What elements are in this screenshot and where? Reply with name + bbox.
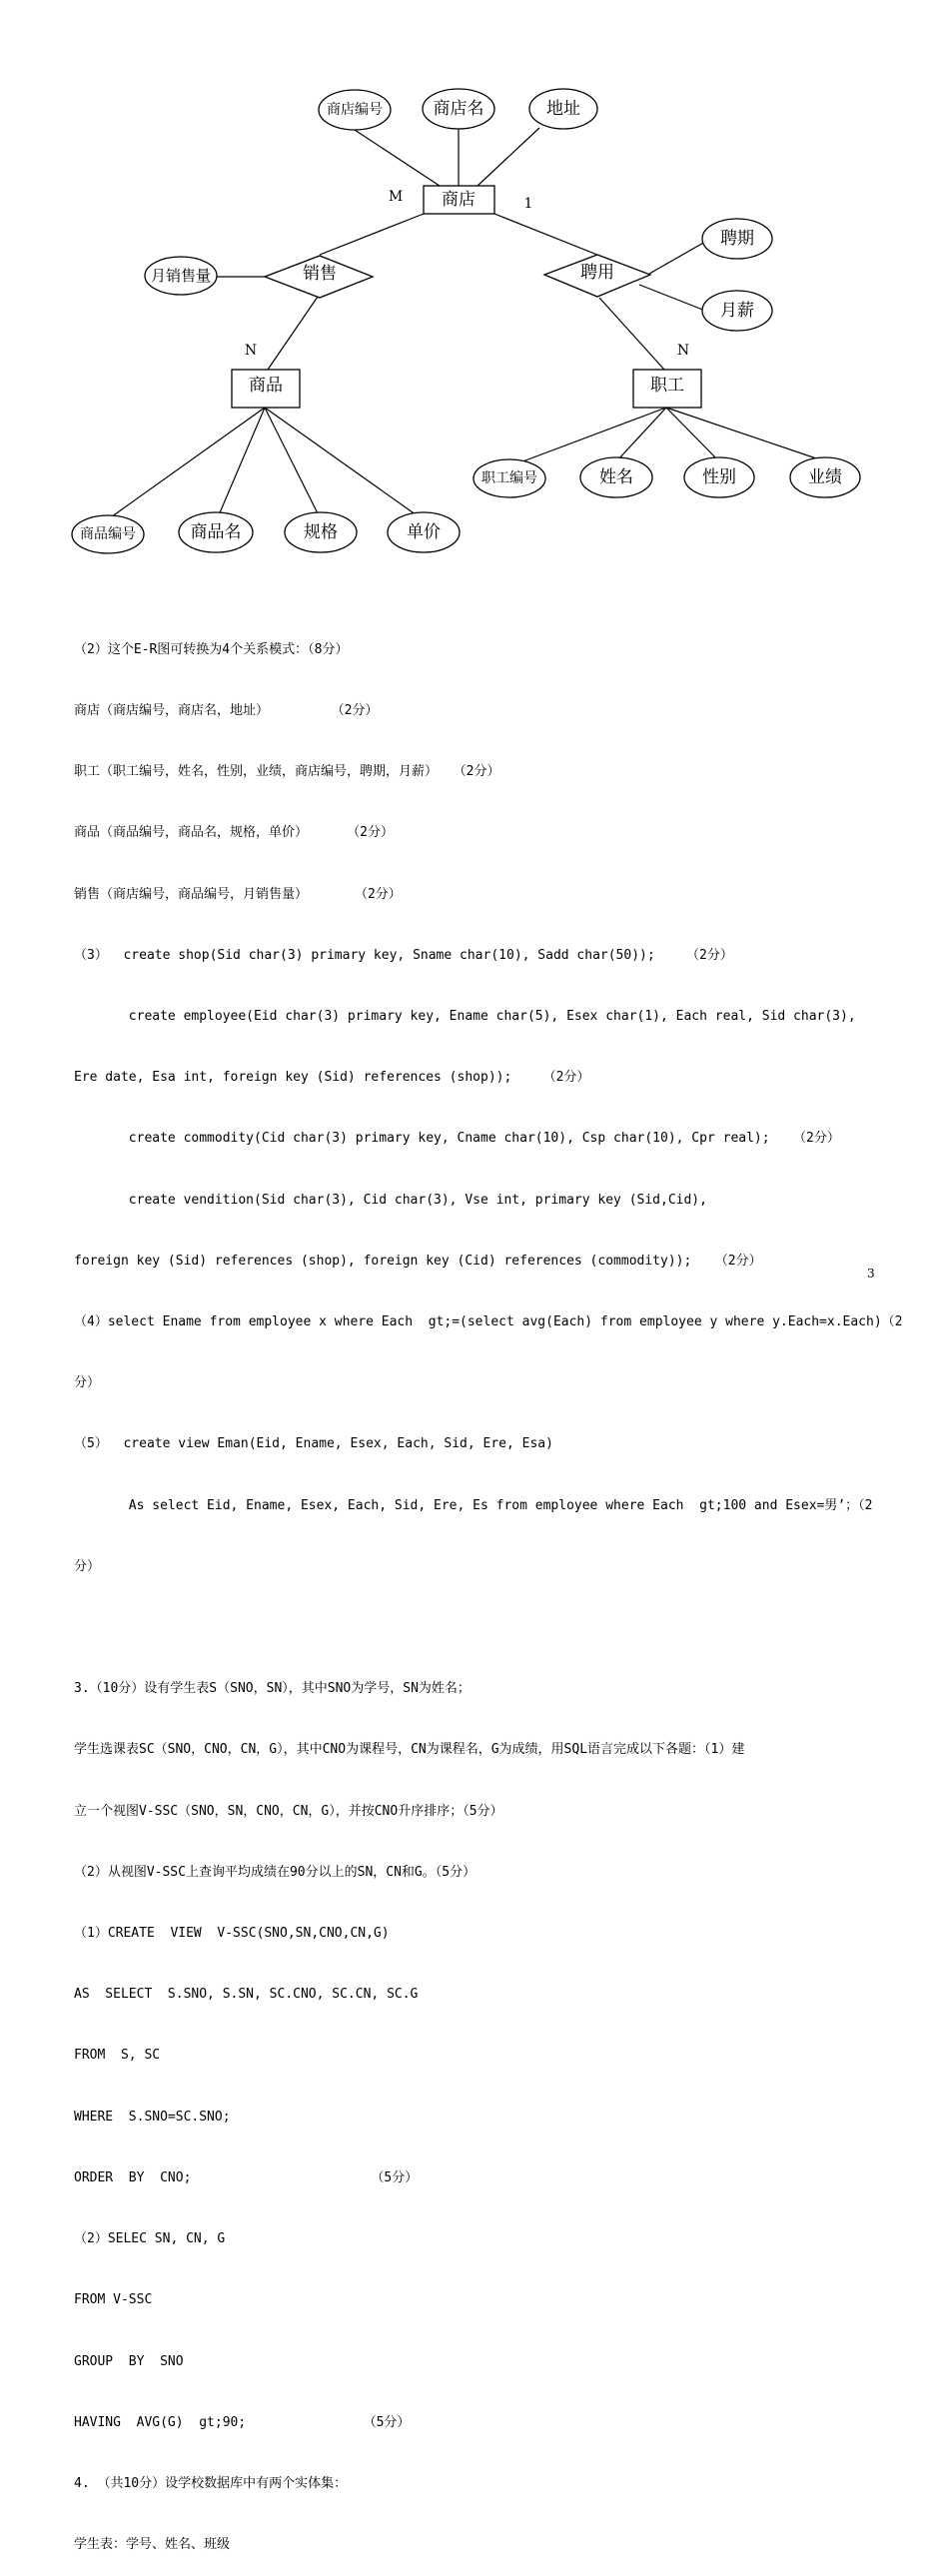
text-line: （1）CREATE VIEW V-SSC(SNO,SN,CNO,CN,G) (74, 1926, 390, 1942)
attr-monthly-salary-label: 月薪 (720, 301, 754, 321)
cardinality-commodity-sale: N (244, 343, 258, 359)
attr-emp-name-label: 姓名 (599, 467, 633, 487)
attr-shop-name-label: 商店名 (433, 99, 484, 119)
document-body (74, 599, 903, 2576)
text-line: FROM V-SSC (74, 2292, 153, 2308)
text-line: 分） (74, 1375, 101, 1391)
text-line: （4）select Ename from employee x where Each gt;=(select avg(Each) from employee y where y.Each=x.Each)（2 (74, 1314, 903, 1330)
text-line: GROUP BY SNO (74, 2353, 184, 2369)
attr-shop-id-label: 商店编号 (327, 102, 383, 118)
attr-emp-id-label: 职工编号 (481, 470, 537, 486)
attr-shop-addr-label: 地址 (546, 99, 580, 119)
text-line: WHERE S.SNO=SC.SNO; (74, 2109, 231, 2125)
attr-commodity-spec-label: 规格 (304, 522, 338, 542)
relationship-hire-label: 聘用 (580, 263, 614, 283)
attr-emp-sex-label: 性别 (702, 467, 736, 487)
text-line: （2）SELEC SN, CN, G (74, 2231, 226, 2247)
attr-emp-perf-label: 业绩 (808, 467, 842, 487)
text-line: 职工（职工编号，姓名，性别，业绩，商店编号，聘期，月薪） （2分） (74, 764, 500, 780)
text-line: （2）从视图V-SSC上查询平均成绩在90分以上的SN，CN和G。（5分） (74, 1864, 476, 1880)
attr-monthly-sales-label: 月销售量 (150, 267, 212, 285)
cardinality-shop-hire: 1 (523, 196, 533, 212)
attr-hire-term-label: 聘期 (720, 229, 754, 249)
text-line: As select Eid, Ename, Esex, Each, Sid, Ere, Es from employee where Each gt;100 and Esex=男’；（2 (74, 1497, 873, 1513)
text-line: 学生表：学号、姓名、班级 (74, 2537, 231, 2553)
text-line: create commodity(Cid char(3) primary key, Cname char(10), Csp char(10), Cpr real); （2分） (74, 1131, 840, 1147)
text-line: 立一个视图V-SSC（SNO，SN，CNO，CN，G），并按CNO升序排序；（5分） (74, 1803, 503, 1819)
cardinality-shop-sale: M (388, 189, 404, 205)
text-line: 4. （共10分）设学校数据库中有两个实体集： (74, 2475, 348, 2491)
text-line: 商品（商品编号，商品名，规格，单价） （2分） (74, 825, 394, 841)
text-line (74, 1618, 883, 1638)
attr-commodity-price-label: 单价 (407, 522, 441, 542)
text-line: FROM S, SC (74, 2048, 161, 2064)
text-line: ORDER BY CNO; （5分） (74, 2169, 419, 2185)
text-line: （2）这个E-R图可转换为4个关系模式：（8分） (74, 641, 349, 657)
er-diagram (0, 0, 949, 599)
attr-commodity-name-label: 商品名 (190, 522, 242, 542)
attr-commodity-id-label: 商品编号 (80, 526, 136, 542)
text-line: create employee(Eid char(3) primary key, Ename char(5), Esex char(1), Each real, Sid char(3), (74, 1009, 856, 1025)
text-line: 学生选课表SC（SNO，CNO，CN，G），其中CNO为课程号，CN为课程名，G为成绩，用SQL语言完成以下各题：（1）建 (74, 1742, 745, 1758)
text-line: HAVING AVG(G) gt;90; （5分） (74, 2414, 411, 2430)
text-line: （5） create view Eman(Eid, Ename, Esex, Each, Sid, Ere, Esa) (74, 1436, 553, 1452)
cardinality-employee-hire: N (676, 343, 690, 359)
text-line: （3） create shop(Sid char(3) primary key, Sname char(10), Sadd char(50)); （2分） (74, 947, 733, 963)
relationship-sale-label: 销售 (303, 264, 337, 284)
text-line: Ere date, Esa int, foreign key (Sid) references (shop)); （2分） (74, 1070, 590, 1086)
text-line: 商店（商店编号，商店名，地址） （2分） (74, 703, 379, 719)
text-line: 3.（10分）设有学生表S（SNO，SN），其中SNO为学号，SN为姓名； (74, 1681, 471, 1697)
page-number: 3 (867, 1267, 875, 1281)
entity-employee-label: 职工 (650, 376, 684, 396)
entity-shop-label: 商店 (442, 190, 475, 210)
text-line: create vendition(Sid char(3), Cid char(3), Vse int, primary key (Sid,Cid), (74, 1192, 707, 1208)
text-line: foreign key (Sid) references (shop), foreign key (Cid) references (commodity)); （2分） (74, 1253, 762, 1269)
text-line: 销售（商店编号，商品编号，月销售量） （2分） (74, 886, 402, 902)
entity-commodity-label: 商品 (249, 376, 283, 396)
text-line: AS SELECT S.SNO, S.SN, SC.CNO, SC.CN, SC.G (74, 1987, 419, 2003)
text-line: 分） (74, 1558, 101, 1574)
